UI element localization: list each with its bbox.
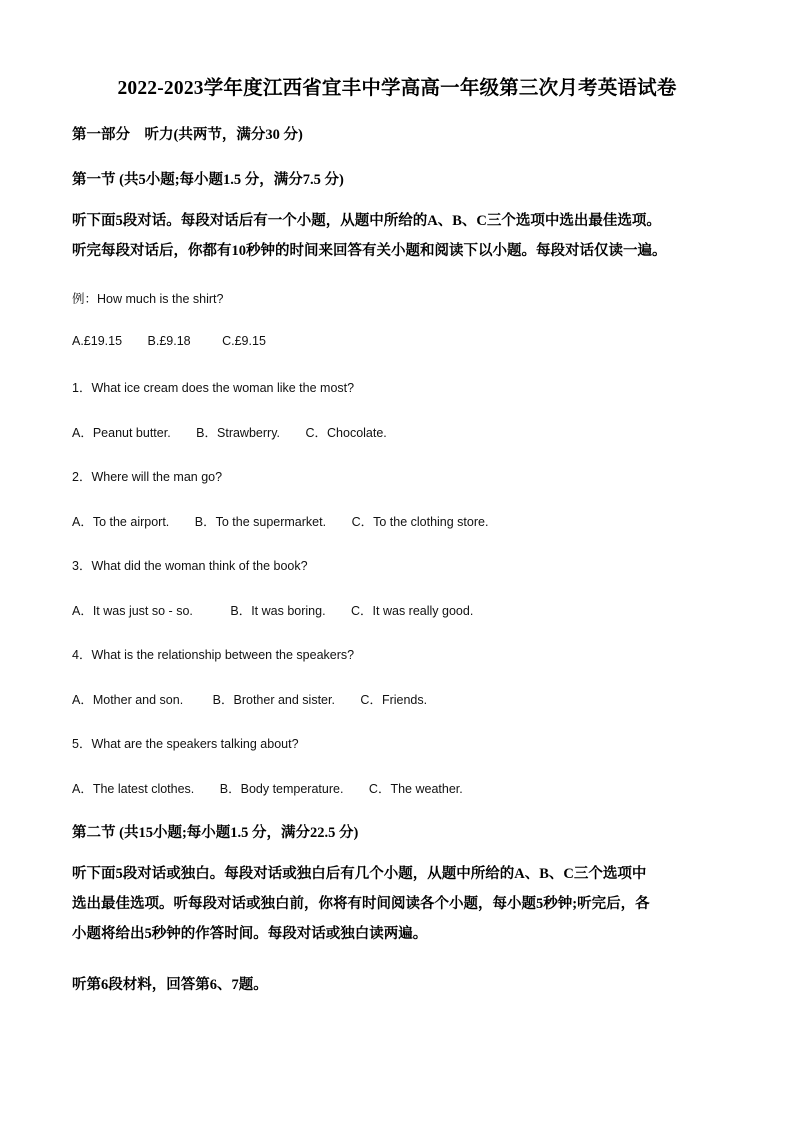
question-2: 2．Where will the man go?: [72, 470, 223, 484]
option: B．Body temperature.: [219, 782, 344, 796]
section1-heading: 第一节 (共5小题;每小题1.5 分，满分7.5 分): [72, 172, 344, 188]
option: B．Strawberry.: [196, 426, 280, 440]
option: B．Brother and sister.: [212, 693, 335, 707]
instruction-line: 听下面5段对话或独白。每段对话或独白后有几个小题，从题中所给的A、B、C三个选项中: [72, 866, 647, 882]
section1-instructions: [72, 206, 724, 266]
instruction-line: 听完每段对话后，你都有10秒钟的时间来回答有关小题和阅读下以小题。每段对话仅读一遍。: [72, 243, 667, 259]
option: A．To the airport.: [72, 515, 170, 529]
option: B.£9.18: [147, 334, 191, 348]
question-5-options: [72, 779, 463, 797]
option: C．Friends.: [360, 693, 428, 707]
option: C．To the clothing store.: [351, 515, 489, 529]
option: C．Chocolate.: [305, 426, 387, 440]
example-options: [72, 334, 266, 348]
option: C．It was really good.: [351, 604, 474, 618]
option: B．To the supermarket.: [194, 515, 327, 529]
option: A．Peanut butter.: [72, 426, 171, 440]
question-1-options: [72, 423, 387, 441]
question-3-options: [72, 601, 473, 619]
exam-title: 2022-2023学年度江西省宜丰中学高高一年级第三次月考英语试卷: [117, 78, 677, 99]
instruction-line: 听下面5段对话。每段对话后有一个小题，从题中所给的A、B、C三个选项中选出最佳选项。: [72, 213, 661, 229]
option: A．It was just so - so.: [72, 604, 193, 618]
example-question: 例：How much is the shirt?: [72, 292, 224, 306]
option: A.£19.15: [72, 334, 123, 348]
option: C.£9.15: [222, 334, 266, 348]
instruction-line: 小题将给出5秒钟的作答时间。每段对话或独白读两遍。: [72, 926, 428, 942]
option: B．It was boring.: [230, 604, 326, 618]
question-3: 3．What did the woman think of the book?: [72, 559, 308, 573]
question-4: 4．What is the relationship between the speakers?: [72, 648, 355, 662]
question-5: 5．What are the speakers talking about?: [72, 737, 299, 751]
question-4-options: [72, 690, 427, 708]
question-2-options: [72, 512, 488, 530]
question-1: 1．What ice cream does the woman like the most?: [72, 381, 355, 395]
part1-heading: 第一部分 听力(共两节，满分30 分): [72, 127, 303, 143]
section2-instructions: [72, 859, 724, 949]
option: A．Mother and son.: [72, 693, 184, 707]
option: C．The weather.: [368, 782, 463, 796]
listen-6-instruction: 听第6段材料，回答第6、7题。: [72, 977, 268, 993]
option: A．The latest clothes.: [72, 782, 195, 796]
section2-heading: 第二节 (共15小题;每小题1.5 分，满分22.5 分): [72, 825, 359, 841]
instruction-line: 选出最佳选项。听每段对话或独白前，你将有时间阅读各个小题，每小题5秒钟;听完后，各: [72, 896, 650, 912]
